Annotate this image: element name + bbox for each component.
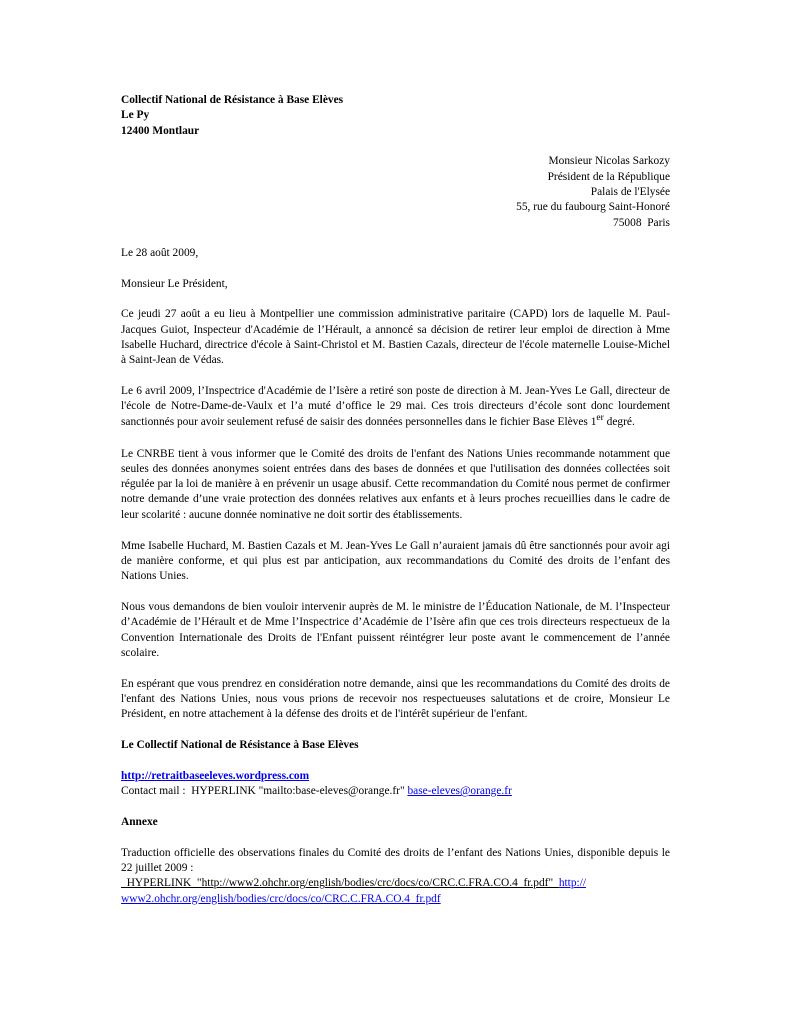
- annexe-text: Traduction officielle des observations finales du Comité des droits de l’enfant des Nations Unies, disponible depuis le 22 juillet 2009 :: [121, 846, 670, 874]
- sender-address-line1: Le Py: [121, 109, 150, 122]
- salutation: Monsieur Le Président,: [121, 277, 228, 290]
- recipient-block: [121, 154, 670, 230]
- recipient-place: Palais de l'Elysée: [590, 185, 670, 198]
- letter-date: Le 28 août 2009,: [121, 246, 199, 259]
- paragraph-4: Mme Isabelle Huchard, M. Bastien Cazals et M. Jean-Yves Le Gall n’auraient jamais dû être sanctionnés pour avoir agi de manière conforme, et qui plus est par anticipation, aux recommandations du Comité des droits de l’enfant des Nations Unies.: [121, 539, 670, 583]
- recipient-name: Monsieur Nicolas Sarkozy: [548, 155, 670, 168]
- paragraph-2-text: Le 6 avril 2009, l’Inspectrice d'Académie de l’Isère a retiré son poste de direction à M. Jean-Yves Le Gall, directeur de l'école de Notre-Dame-de-Vaulx et l’a muté d’office le 29 mai. Ces trois directeurs d’école sont donc lourdement sanctionnés pour avoir seulement refusé de saisir des données personnelles dans le fichier Base Elèves 1: [121, 385, 670, 428]
- contact-line: [121, 784, 670, 799]
- annexe-title: Annexe: [121, 815, 158, 828]
- recipient-street: 55, rue du faubourg Saint-Honoré: [516, 201, 670, 214]
- paragraph-3: Le CNRBE tient à vous informer que le Comité des droits de l'enfant des Nations Unies recommande notamment que seules des données anonymes soient entrées dans des bases de données et que l'utilisation des données collectées soit régulée par la loi de manière à en prévenir un usage abusif. Cette recommandation du Comité nous permet de confirmer notre demande d’une vraie protection des données relatives aux enfants et à leurs proches recueillies dans le cadre de leur scolarité : aucune donnée nominative ne doit sortir des établissements.: [121, 447, 670, 521]
- recipient-city: 75008 Paris: [613, 216, 670, 229]
- website-link[interactable]: http://retraitbaseeleves.wordpress.com: [121, 769, 310, 782]
- recipient-title: Président de la République: [547, 170, 670, 183]
- paragraph-1: Ce jeudi 27 août a eu lieu à Montpellier une commission administrative paritaire (CAPD) lors de laquelle M. Paul-Jacques Guiot, Inspecteur d'Académie de l’Hérault, a annoncé sa décision de retirer leur emploi de direction à Mme Isabelle Huchard, directrice d'école à Saint-Christol et M. Bastien Cazals, directeur de l'école maternelle Louise-Michel à Saint-Jean de Védas.: [121, 308, 670, 367]
- paragraph-6: En espérant que vous prendrez en considération notre demande, ainsi que les recommandations du Comité des droits de l'enfant des Nations Unies, nous vous prions de recevoir nos respectueuses salutations et de croire, Monsieur Le Président, en notre attachement à la défense des droits et de l'intérêt supérieur de l'enfant.: [121, 677, 670, 721]
- paragraph-2: [121, 384, 670, 431]
- paragraph-2-end: degré.: [603, 415, 635, 428]
- letter: [121, 93, 670, 907]
- sender-block: [121, 93, 670, 139]
- sender-address-line2: 12400 Montlaur: [121, 124, 200, 137]
- annexe-link-part1[interactable]: http://: [558, 877, 587, 890]
- contact-email-link[interactable]: base-eleves@orange.fr: [407, 785, 512, 798]
- signature: Le Collectif National de Résistance à Base Elèves: [121, 739, 359, 751]
- sender-name: Collectif National de Résistance à Base Elèves: [121, 94, 344, 106]
- paragraph-5: Nous vous demandons de bien vouloir intervenir auprès de M. le ministre de l’Éducation Nationale, de M. l’Inspecteur d’Académie de l’Hérault et de Mme l’Inspectrice d’Académie de l’Isère afin que ces trois directeurs respectueux de la Convention Internationale des Droits de l'Enfant puissent réintégrer leur poste avant le commencement de l’année scolaire.: [121, 600, 670, 659]
- annexe-link-part2[interactable]: www2.ohchr.org/english/bodies/crc/docs/co/CRC.C.FRA.CO.4_fr.pdf: [121, 892, 441, 905]
- contact-prefix: Contact mail : HYPERLINK "mailto:base-eleves@orange.fr": [121, 785, 408, 798]
- annexe-hyperlink-field: HYPERLINK "http://www2.ohchr.org/english/bodies/crc/docs/co/CRC.C.FRA.CO.4_fr.pdf": [121, 877, 559, 890]
- annexe-link-line2: [121, 892, 670, 907]
- superscript-er: er: [596, 412, 604, 423]
- annexe-hyperlink-line: [121, 876, 670, 891]
